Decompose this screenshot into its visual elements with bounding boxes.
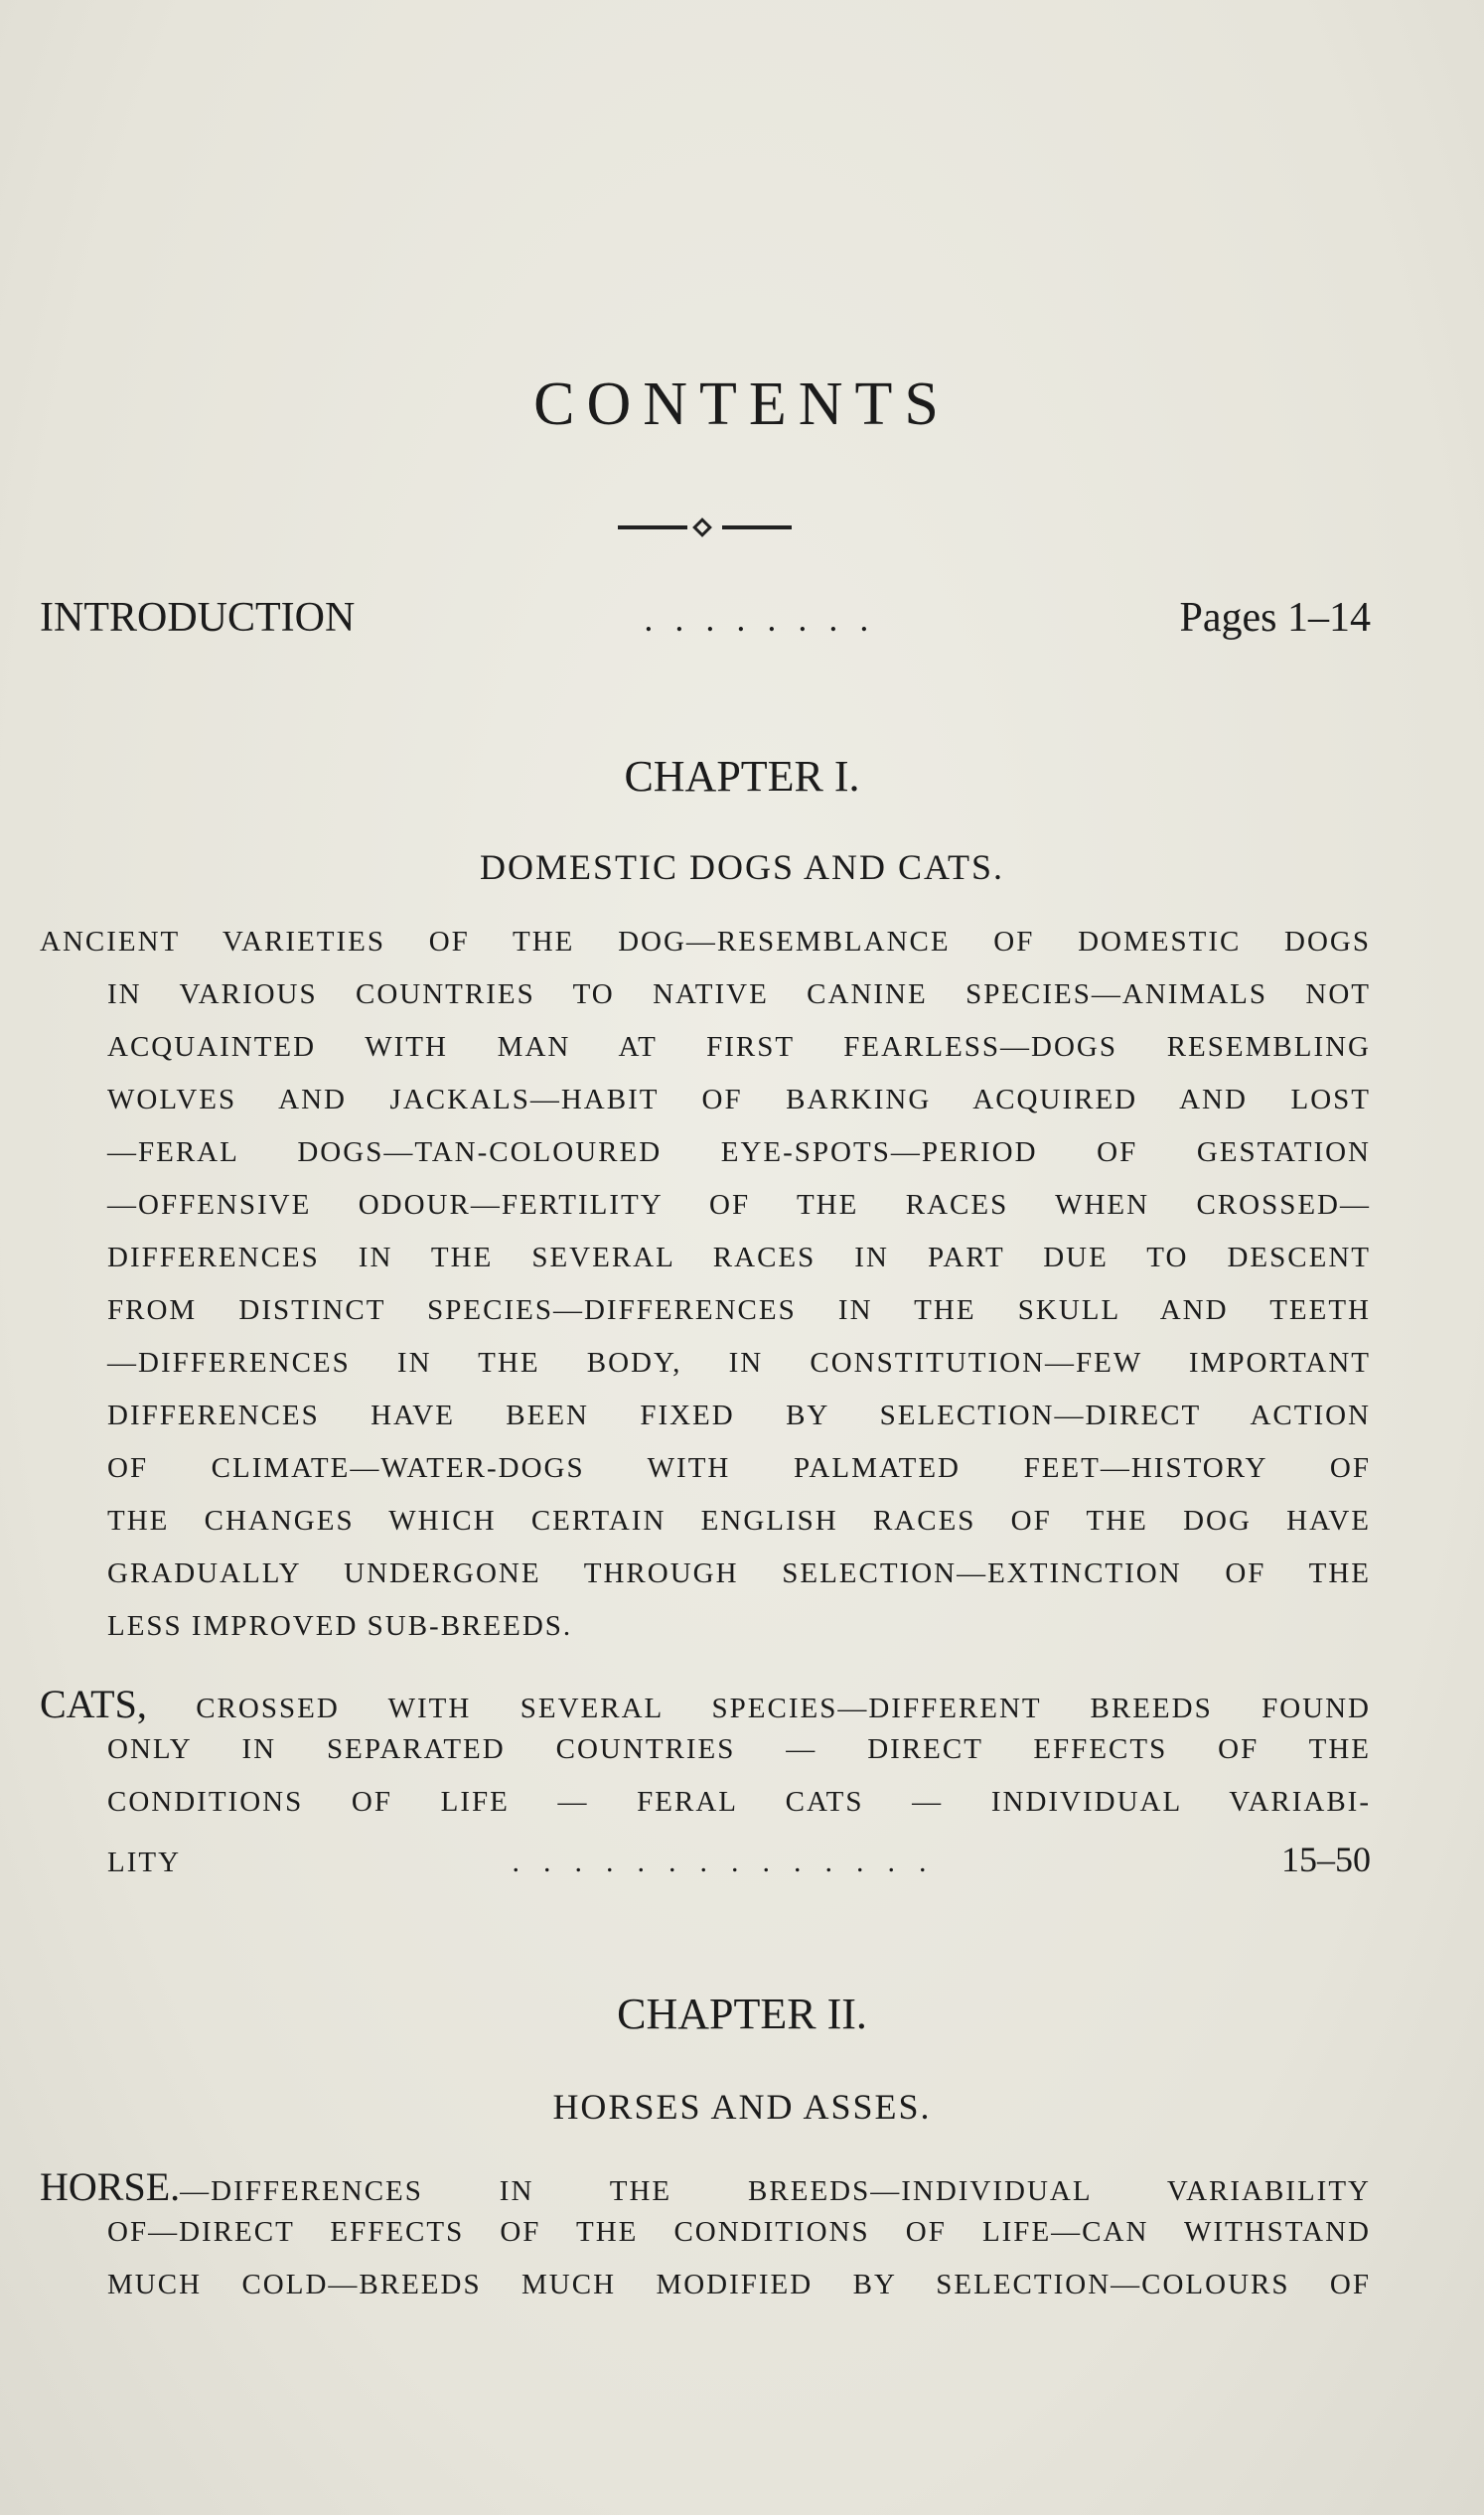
cats-line: CONDITIONS OF LIFE — FERAL CATS — INDIVIDUAL VARIABI-: [107, 1786, 1371, 1818]
chapter-1-heading: CHAPTER I.: [624, 752, 860, 801]
dogs-line: ACQUAINTED WITH MAN AT FIRST FEARLESS—DOGS RESEMBLING: [107, 1031, 1371, 1063]
ornament-diamond-icon: [692, 518, 712, 537]
dogs-line: IN VARIOUS COUNTRIES TO NATIVE CANINE SPECIES—ANIMALS NOT: [107, 978, 1371, 1010]
leader-dots: ..............: [512, 1846, 951, 1878]
horse-entry: [40, 2163, 1371, 2321]
leader-dots: ........: [644, 599, 891, 639]
dogs-entry: [40, 926, 1371, 1663]
chapter-2-subheading: HORSES AND ASSES.: [552, 2087, 932, 2127]
dogs-line: THE CHANGES WHICH CERTAIN ENGLISH RACES OF THE DOG HAVE: [107, 1505, 1371, 1537]
dogs-line: —FERAL DOGS—TAN-COLOURED EYE-SPOTS—PERIOD OF GESTATION: [107, 1136, 1371, 1168]
cats-first-rest: CROSSED WITH SEVERAL SPECIES—DIFFERENT BREEDS FOUND: [196, 1693, 1372, 1724]
chapter-1-subheading: DOMESTIC DOGS AND CATS.: [479, 847, 1005, 887]
chapter-2-heading: CHAPTER II.: [617, 1990, 867, 2038]
cats-last-line: [40, 1839, 1371, 1891]
dogs-line: DIFFERENCES IN THE SEVERAL RACES IN PART DUE TO DESCENT: [107, 1242, 1371, 1273]
dogs-line: FROM DISTINCT SPECIES—DIFFERENCES IN THE SKULL AND TEETH: [107, 1294, 1371, 1326]
ornament-rule-left: [618, 525, 687, 529]
page-title: CONTENTS: [533, 370, 951, 438]
cats-entry: [40, 1681, 1371, 1891]
introduction-pages: Pages 1–14: [1179, 595, 1371, 641]
dogs-line: OF CLIMATE—WATER-DOGS WITH PALMATED FEET—HISTORY OF: [107, 1452, 1371, 1484]
dogs-line: DIFFERENCES HAVE BEEN FIXED BY SELECTION—DIRECT ACTION: [107, 1400, 1371, 1431]
horse-first-line: [40, 2163, 1371, 2216]
horse-line: OF—DIRECT EFFECTS OF THE CONDITIONS OF LIFE—CAN WITHSTAND: [107, 2216, 1371, 2248]
dogs-line: WOLVES AND JACKALS—HABIT OF BARKING ACQUIRED AND LOST: [107, 1084, 1371, 1115]
dogs-line: —OFFENSIVE ODOUR—FERTILITY OF THE RACES WHEN CROSSED—: [107, 1189, 1371, 1221]
horse-lead: HORSE.: [40, 2164, 181, 2209]
horse-first-rest: —DIFFERENCES IN THE BREEDS—INDIVIDUAL VARIABILITY: [180, 2175, 1371, 2207]
cats-last-text: LITY: [107, 1847, 182, 1878]
ornament-rule-right: [722, 525, 792, 529]
cats-first-line: [40, 1681, 1371, 1733]
dogs-line: LESS IMPROVED SUB-BREEDS.: [107, 1610, 573, 1642]
horse-line: MUCH COLD—BREEDS MUCH MODIFIED BY SELECTION—COLOURS OF: [107, 2269, 1371, 2300]
dogs-line: GRADUALLY UNDERGONE THROUGH SELECTION—EXTINCTION OF THE: [107, 1557, 1371, 1589]
dogs-line: —DIFFERENCES IN THE BODY, IN CONSTITUTION—FEW IMPORTANT: [107, 1347, 1371, 1379]
cats-line: ONLY IN SEPARATED COUNTRIES — DIRECT EFFECTS OF THE: [107, 1733, 1371, 1765]
cats-lead: CATS,: [40, 1682, 147, 1726]
cats-pages: 15–50: [1281, 1840, 1371, 1879]
dogs-line: ANCIENT VARIETIES OF THE DOG—RESEMBLANCE OF DOMESTIC DOGS: [40, 926, 1371, 958]
introduction-label: INTRODUCTION: [40, 595, 356, 641]
introduction-entry: [40, 594, 1371, 642]
title-ornament: [618, 519, 792, 535]
